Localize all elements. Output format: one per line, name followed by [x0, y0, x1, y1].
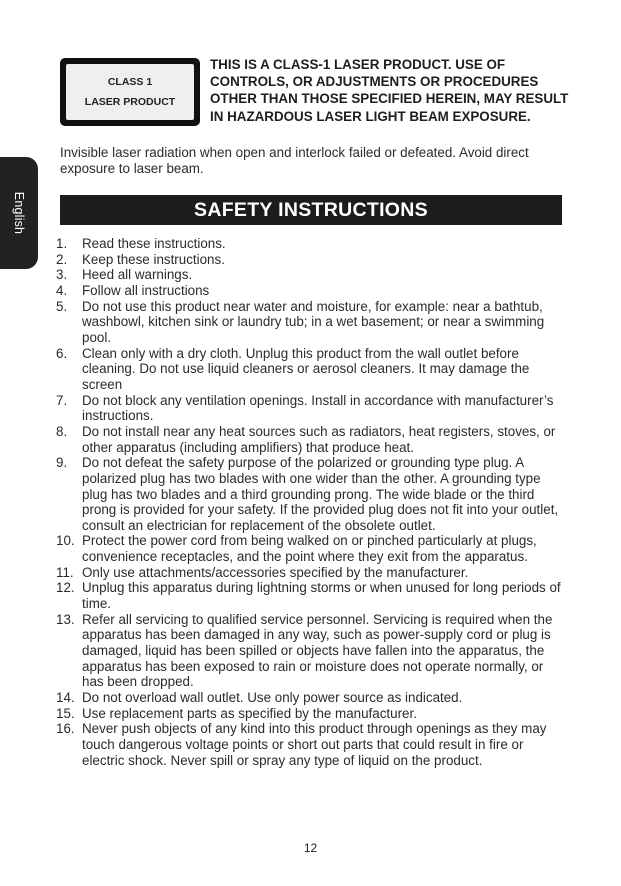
instruction-text: Do not defeat the safety purpose of the polarized or grounding type plug. A polarized plug has two blades with one wider than the other. A grounding type plug has two blades and a third grounding prong. The wide blade or the third prong is provided for your safety. If the provided plug does not fit into your outlet, consult an electrician for replacement of the obsolete outlet. — [82, 455, 559, 533]
instruction-item — [56, 299, 564, 346]
instruction-item — [56, 455, 564, 533]
instruction-number: 15. — [56, 705, 75, 721]
class1-laser-label — [60, 58, 200, 126]
instruction-number: 5. — [56, 298, 68, 314]
instruction-text: Read these instructions. — [82, 236, 226, 251]
instruction-text: Keep these instructions. — [82, 251, 225, 267]
instruction-item — [56, 346, 564, 393]
instruction-item — [56, 393, 564, 424]
instruction-text: Clean only with a dry cloth. Unplug this product from the wall outlet before cleaning. Do not use liquid cleaners or aerosol cleaners. It may damage the screen — [82, 345, 530, 392]
instruction-text: Heed all warnings. — [82, 267, 193, 283]
instruction-number: 1. — [56, 236, 68, 251]
radiation-notice: Invisible laser radiation when open and interlock failed or defeated. Avoid direct exposure to laser beam. — [60, 145, 529, 176]
instruction-item — [56, 252, 564, 268]
instruction-number: 13. — [56, 611, 75, 627]
instruction-item — [56, 236, 564, 252]
instruction-number: 9. — [56, 455, 68, 471]
instruction-number: 11. — [56, 564, 74, 580]
instruction-text: Follow all instructions — [82, 282, 210, 298]
instruction-text: Do not use this product near water and moisture, for example: near a bathtub, washbowl, kitchen sink or laundry tub; in a wet basement; or near a swimming pool. — [82, 298, 545, 345]
page-number: 12 — [303, 841, 318, 855]
instructions-list — [56, 236, 564, 768]
instruction-number: 14. — [56, 690, 75, 706]
instruction-number: 16. — [56, 721, 75, 737]
instruction-item — [56, 612, 564, 690]
instruction-item — [56, 690, 564, 706]
instruction-number: 12. — [56, 580, 75, 596]
instruction-text: Do not block any ventilation openings. Install in accordance with manufacturer’s instructions. — [82, 392, 554, 424]
instruction-number: 7. — [56, 392, 68, 408]
language-tab-label: English — [12, 191, 26, 235]
instruction-item — [56, 533, 564, 564]
instruction-number: 4. — [56, 282, 68, 298]
instruction-item — [56, 565, 564, 581]
instruction-text: Do not install near any heat sources such as radiators, heat registers, stoves, or other apparatus (including amplifiers) that produce heat. — [82, 423, 556, 455]
instruction-text: Never push objects of any kind into this product through openings as they may touch dangerous voltage points or short out parts that could result in fire or electric shock. Never spill or spray any type of liquid on the product. — [82, 721, 547, 768]
instruction-text: Refer all servicing to qualified service personnel. Servicing is required when the apparatus has been damaged in any way, such as power-supply cord or plug is damaged, liquid has been spilled or objects have fallen into the apparatus, the apparatus has been exposed to rain or moisture does not operate normally, or has been dropped. — [82, 611, 553, 690]
instruction-text: Unplug this apparatus during lightning storms or when unused for long periods of time. — [82, 580, 561, 612]
instruction-text: Do not overload wall outlet. Use only power source as indicated. — [82, 690, 463, 706]
instruction-item — [56, 267, 564, 283]
language-tab — [0, 157, 38, 269]
instruction-number: 10. — [56, 533, 75, 549]
instruction-number: 2. — [56, 251, 68, 267]
instruction-number: 3. — [56, 267, 68, 283]
instruction-item — [56, 706, 564, 722]
laser-warning-text: THIS IS A CLASS-1 LASER PRODUCT. USE OF CONTROLS, OR ADJUSTMENTS OR PROCEDURES OTHER THAN THOSE SPECIFIED HEREIN, MAY RESULT IN HAZARDOUS LASER LIGHT BEAM EXPOSURE. — [210, 57, 569, 124]
instruction-item — [56, 580, 564, 611]
laser-label-class: CLASS 1 — [107, 76, 153, 88]
instruction-item — [56, 424, 564, 455]
instruction-item — [56, 283, 564, 299]
instruction-text: Use replacement parts as specified by the manufacturer. — [82, 705, 417, 721]
instruction-item — [56, 721, 564, 768]
instruction-number: 6. — [56, 345, 68, 361]
laser-label-product: LASER PRODUCT — [84, 96, 176, 108]
safety-instructions-header — [60, 195, 562, 225]
laser-label-plate — [66, 64, 194, 120]
instruction-text: Protect the power cord from being walked on or pinched particularly at plugs, convenience receptacles, and the point where they exit from the apparatus. — [82, 533, 537, 565]
instruction-number: 8. — [56, 423, 68, 439]
section-title: SAFETY INSTRUCTIONS — [194, 198, 428, 221]
instruction-text: Only use attachments/accessories specified by the manufacturer. — [82, 564, 469, 580]
